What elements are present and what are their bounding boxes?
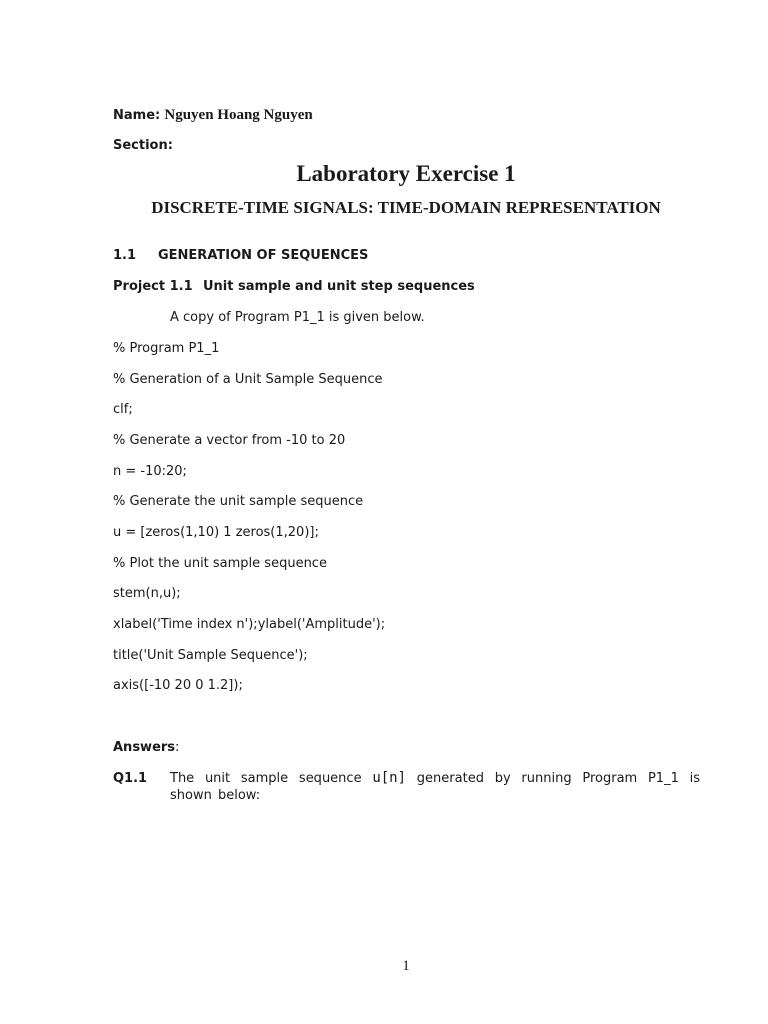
section-title: GENERATION OF SEQUENCES [158, 248, 369, 263]
name-value: Nguyen Hoang Nguyen [164, 107, 313, 123]
project-title: Unit sample and unit step sequences [203, 279, 475, 294]
section-label: Section: [113, 138, 173, 153]
question-text-before: The unit sample sequence [170, 771, 373, 786]
page-number: 1 [402, 958, 410, 974]
project-number: Project 1.1 [113, 279, 193, 294]
page-title: Laboratory Exercise 1 [296, 161, 516, 186]
code-line: % Generate a vector from -10 to 20 [113, 433, 346, 448]
intro-text: A copy of Program P1_1 is given below. [170, 310, 425, 325]
code-line: axis([-10 20 0 1.2]); [113, 678, 243, 693]
name-line [113, 107, 313, 124]
code-line: xlabel('Time index n');ylabel('Amplitude'); [113, 617, 386, 632]
page-subtitle: DISCRETE-TIME SIGNALS: TIME-DOMAIN REPRESENTATION [151, 198, 661, 217]
question-block [113, 770, 700, 804]
code-line: % Generation of a Unit Sample Sequence [113, 372, 383, 387]
question-text-after: generated by running Program P1_1 is shown below: [170, 771, 700, 803]
code-line: stem(n,u); [113, 586, 181, 601]
section-heading [113, 248, 368, 264]
code-line: n = -10:20; [113, 464, 187, 479]
code-line: % Generate the unit sample sequence [113, 494, 364, 509]
answers-heading [113, 740, 179, 756]
code-line: clf; [113, 402, 133, 417]
code-line: title('Unit Sample Sequence'); [113, 648, 308, 663]
question-text [170, 770, 700, 804]
answers-label: Answers [113, 740, 176, 755]
question-label: Q1.1 [113, 771, 148, 786]
code-line: % Program P1_1 [113, 341, 220, 356]
code-line: u = [zeros(1,10) 1 zeros(1,20)]; [113, 525, 319, 540]
name-label: Name: [113, 108, 161, 123]
project-heading [113, 279, 475, 295]
answers-colon: : [175, 740, 180, 755]
code-line: % Plot the unit sample sequence [113, 556, 327, 571]
section-number: 1.1 [113, 248, 137, 263]
question-symbol: u[n] [372, 770, 407, 786]
